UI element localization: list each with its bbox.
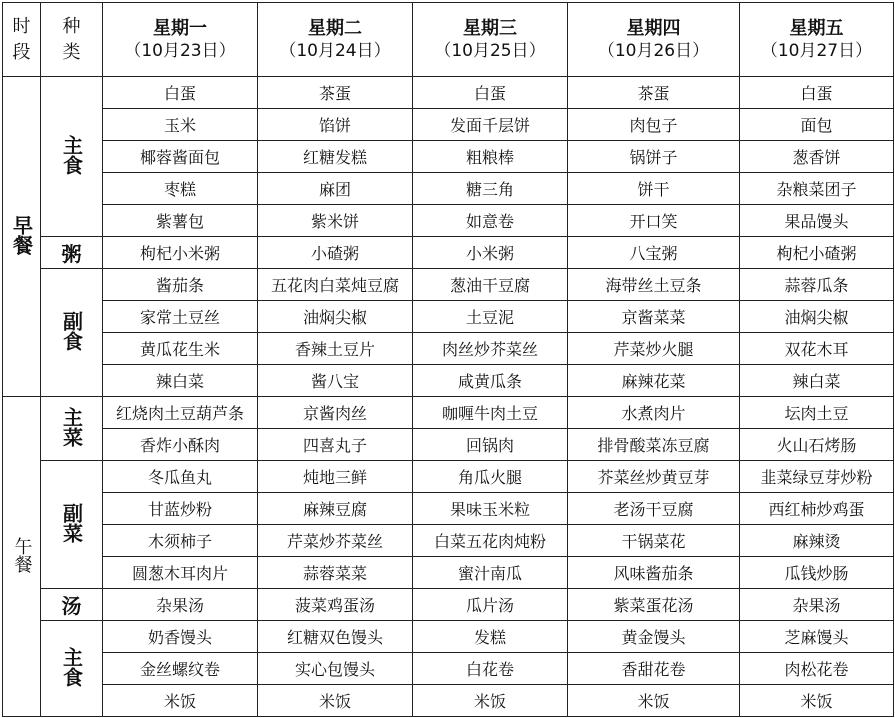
dish-cell: 米饭 (740, 685, 894, 717)
menu-row (3, 269, 894, 301)
lunch-staple-category-label: 主食 (59, 646, 84, 687)
menu-row (3, 557, 894, 589)
dish-cell: 白花卷 (413, 653, 568, 685)
dish-cell: 芹菜炒火腿 (568, 333, 740, 365)
day-header-fri: 星期五 （10月27日） (740, 3, 894, 77)
menu-row (3, 237, 894, 269)
dish-cell: 葱香饼 (740, 141, 894, 173)
dish-cell: 白蛋 (103, 77, 258, 109)
dish-cell: 八宝粥 (568, 237, 740, 269)
dish-cell: 糖三角 (413, 173, 568, 205)
breakfast-porridge-category-label: 粥 (61, 242, 82, 266)
menu-row (3, 141, 894, 173)
lunch-period-cell (3, 397, 41, 717)
breakfast-porridge-category-cell (41, 237, 103, 269)
dish-cell: 辣白菜 (740, 365, 894, 397)
day-header-wed: 星期三 （10月25日） (413, 3, 568, 77)
dish-cell: 枣糕 (103, 173, 258, 205)
dish-cell: 京酱肉丝 (258, 397, 413, 429)
dish-cell: 肉包子 (568, 109, 740, 141)
dish-cell: 实心包馒头 (258, 653, 413, 685)
dish-cell: 黄金馒头 (568, 621, 740, 653)
menu-row (3, 685, 894, 717)
dish-cell: 四喜丸子 (258, 429, 413, 461)
dish-cell: 白蛋 (413, 77, 568, 109)
dish-cell: 香甜花卷 (568, 653, 740, 685)
dish-cell: 坛肉土豆 (740, 397, 894, 429)
dish-cell: 椰蓉酱面包 (103, 141, 258, 173)
category-header: 种类 (41, 3, 103, 77)
dish-cell: 辣白菜 (103, 365, 258, 397)
dish-cell: 金丝螺纹卷 (103, 653, 258, 685)
dish-cell: 蒜蓉菜菜 (258, 557, 413, 589)
dish-cell: 馅饼 (258, 109, 413, 141)
menu-row (3, 77, 894, 109)
dish-cell: 茶蛋 (568, 77, 740, 109)
dish-cell: 米饭 (103, 685, 258, 717)
breakfast-staple-category-label: 主食 (59, 134, 84, 175)
menu-row (3, 397, 894, 429)
dish-cell: 麻辣豆腐 (258, 493, 413, 525)
dish-cell: 锅饼子 (568, 141, 740, 173)
dish-cell: 蒜蓉瓜条 (740, 269, 894, 301)
dish-cell: 小米粥 (413, 237, 568, 269)
dish-cell: 瓜钱炒肠 (740, 557, 894, 589)
dish-cell: 酱茄条 (103, 269, 258, 301)
dish-cell: 如意卷 (413, 205, 568, 237)
dish-cell: 香辣土豆片 (258, 333, 413, 365)
dish-cell: 风味酱茄条 (568, 557, 740, 589)
dish-cell: 饼干 (568, 173, 740, 205)
dish-cell: 蜜汁南瓜 (413, 557, 568, 589)
dish-cell: 杂粮菜团子 (740, 173, 894, 205)
dish-cell: 红糖双色馒头 (258, 621, 413, 653)
menu-row (3, 461, 894, 493)
menu-row (3, 205, 894, 237)
menu-row (3, 109, 894, 141)
menu-row (3, 653, 894, 685)
dish-cell: 冬瓜鱼丸 (103, 461, 258, 493)
day-header-tue: 星期二 （10月24日） (258, 3, 413, 77)
menu-row (3, 333, 894, 365)
dish-cell: 咖喱牛肉土豆 (413, 397, 568, 429)
breakfast-staple-category-cell (41, 77, 103, 237)
breakfast-period-label: 早餐 (9, 214, 34, 255)
header-row (3, 3, 894, 77)
lunch-soup-category-label: 汤 (61, 594, 82, 618)
period-header: 时段 (3, 3, 41, 77)
dish-cell: 回锅肉 (413, 429, 568, 461)
dish-cell: 米饭 (568, 685, 740, 717)
menu-row (3, 493, 894, 525)
dish-cell: 土豆泥 (413, 301, 568, 333)
dish-cell: 火山石烤肠 (740, 429, 894, 461)
dish-cell: 粗粮棒 (413, 141, 568, 173)
dish-cell: 芝麻馒头 (740, 621, 894, 653)
dish-cell: 小碴粥 (258, 237, 413, 269)
breakfast-period-cell (3, 77, 41, 397)
dish-cell: 白菜五花肉炖粉 (413, 525, 568, 557)
dish-cell: 木须柿子 (103, 525, 258, 557)
dish-cell: 果品馒头 (740, 205, 894, 237)
day-header-thu: 星期四 （10月26日） (568, 3, 740, 77)
dish-cell: 西红柿炒鸡蛋 (740, 493, 894, 525)
dish-cell: 白蛋 (740, 77, 894, 109)
dish-cell: 香炸小酥肉 (103, 429, 258, 461)
dish-cell: 麻辣烫 (740, 525, 894, 557)
dish-cell: 韭菜绿豆芽炒粉 (740, 461, 894, 493)
dish-cell: 角瓜火腿 (413, 461, 568, 493)
dish-cell: 家常土豆丝 (103, 301, 258, 333)
dish-cell: 红糖发糕 (258, 141, 413, 173)
menu-row (3, 621, 894, 653)
lunch-soup-category-cell (41, 589, 103, 621)
menu-row (3, 525, 894, 557)
dish-cell: 圆葱木耳肉片 (103, 557, 258, 589)
dish-cell: 菠菜鸡蛋汤 (258, 589, 413, 621)
breakfast-side-category-label: 副食 (59, 310, 84, 351)
menu-row (3, 301, 894, 333)
dish-cell: 开口笑 (568, 205, 740, 237)
lunch-main-category-label: 主菜 (59, 406, 84, 447)
dish-cell: 紫菜蛋花汤 (568, 589, 740, 621)
lunch-staple-category-cell (41, 621, 103, 717)
dish-cell: 茶蛋 (258, 77, 413, 109)
dish-cell: 芹菜炒芥菜丝 (258, 525, 413, 557)
dish-cell: 海带丝土豆条 (568, 269, 740, 301)
dish-cell: 甘蓝炒粉 (103, 493, 258, 525)
dish-cell: 麻辣花菜 (568, 365, 740, 397)
dish-cell: 玉米 (103, 109, 258, 141)
dish-cell: 紫薯包 (103, 205, 258, 237)
lunch-side-category-cell (41, 461, 103, 589)
dish-cell: 京酱菜菜 (568, 301, 740, 333)
dish-cell: 红烧肉土豆葫芦条 (103, 397, 258, 429)
dish-cell: 双花木耳 (740, 333, 894, 365)
dish-cell: 黄瓜花生米 (103, 333, 258, 365)
dish-cell: 发糕 (413, 621, 568, 653)
dish-cell: 奶香馒头 (103, 621, 258, 653)
dish-cell: 肉丝炒芥菜丝 (413, 333, 568, 365)
lunch-period-label: 午餐 (11, 536, 33, 573)
dish-cell: 紫米饼 (258, 205, 413, 237)
day-header-mon: 星期一 （10月23日） (103, 3, 258, 77)
dish-cell: 麻团 (258, 173, 413, 205)
dish-cell: 发面千层饼 (413, 109, 568, 141)
dish-cell: 芥菜丝炒黄豆芽 (568, 461, 740, 493)
lunch-side-category-label: 副菜 (59, 502, 84, 543)
dish-cell: 油焖尖椒 (258, 301, 413, 333)
menu-table (2, 2, 894, 717)
menu-row (3, 589, 894, 621)
lunch-main-category-cell (41, 397, 103, 461)
dish-cell: 咸黄瓜条 (413, 365, 568, 397)
dish-cell: 干锅菜花 (568, 525, 740, 557)
breakfast-side-category-cell (41, 269, 103, 397)
dish-cell: 米饭 (258, 685, 413, 717)
dish-cell: 五花肉白菜炖豆腐 (258, 269, 413, 301)
dish-cell: 油焖尖椒 (740, 301, 894, 333)
dish-cell: 排骨酸菜冻豆腐 (568, 429, 740, 461)
dish-cell: 果味玉米粒 (413, 493, 568, 525)
dish-cell: 枸杞小碴粥 (740, 237, 894, 269)
dish-cell: 水煮肉片 (568, 397, 740, 429)
dish-cell: 瓜片汤 (413, 589, 568, 621)
menu-row (3, 365, 894, 397)
dish-cell: 面包 (740, 109, 894, 141)
menu-body (3, 77, 894, 717)
dish-cell: 杂果汤 (103, 589, 258, 621)
dish-cell: 老汤干豆腐 (568, 493, 740, 525)
dish-cell: 杂果汤 (740, 589, 894, 621)
dish-cell: 米饭 (413, 685, 568, 717)
menu-row (3, 173, 894, 205)
menu-row (3, 429, 894, 461)
dish-cell: 炖地三鲜 (258, 461, 413, 493)
dish-cell: 葱油干豆腐 (413, 269, 568, 301)
dish-cell: 枸杞小米粥 (103, 237, 258, 269)
dish-cell: 肉松花卷 (740, 653, 894, 685)
dish-cell: 酱八宝 (258, 365, 413, 397)
